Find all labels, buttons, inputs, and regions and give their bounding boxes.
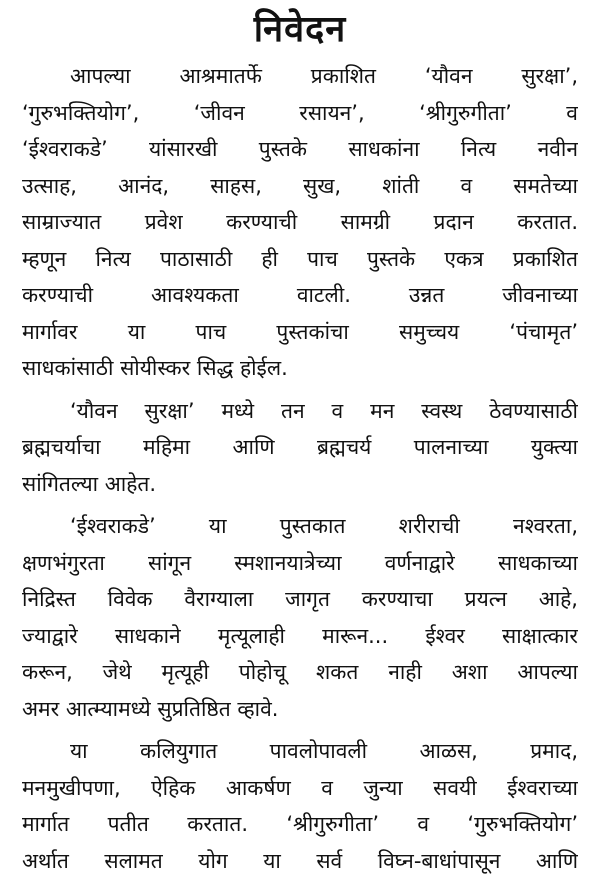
paragraph-1 — [22, 58, 578, 387]
paragraph-line: ‘ईश्वराकडे’ या पुस्तकात शरीराची नश्वरता, — [22, 508, 578, 545]
paragraph-line: क्षणभंगुरता सांगून स्मशानयात्रेच्या वर्णनाद्वारे साधकाच्या — [22, 545, 578, 582]
paragraph-line: म्हणून नित्य पाठासाठी ही पाच पुस्तके एकत्र प्रकाशित — [22, 241, 578, 278]
paragraph-line: करण्याची आवश्यकता वाटली. उन्नत जीवनाच्या — [22, 277, 578, 314]
paragraph-line: अर्थात सलामत योग या सर्व विघ्न-बाधांपासून आणि — [22, 843, 578, 879]
paragraph-line: सांगितल्या आहेत. — [22, 466, 578, 503]
paragraph-3 — [22, 508, 578, 727]
paragraph-line: अमर आत्म्यामध्ये सुप्रतिष्ठित व्हावे. — [22, 691, 578, 728]
page-title: निवेदन — [22, 6, 578, 56]
paragraph-line: ‘ईश्वराकडे’ यांसारखी पुस्तके साधकांना नित्य नवीन — [22, 131, 578, 168]
paragraph-line: ‘यौवन सुरक्षा’ मध्ये तन व मन स्वस्थ ठेवण्यासाठी — [22, 393, 578, 430]
paragraph-line: उत्साह, आनंद, साहस, सुख, शांती व समतेच्या — [22, 168, 578, 205]
paragraph-line: मार्गात पतीत करतात. ‘श्रीगुरुगीता’ व ‘गुरुभक्तियोग’ — [22, 806, 578, 843]
paragraph-line: करून, जेथे मृत्यूही पोहोचू शकत नाही अशा आपल्या — [22, 654, 578, 691]
paragraph-line: ज्याद्वारे साधकाने मृत्यूलाही मारून... ईश्वर साक्षात्कार — [22, 618, 578, 655]
paragraph-4 — [22, 733, 578, 879]
paragraph-line: मनमुखीपणा, ऐहिक आकर्षण व जुन्या सवयी ईश्वराच्या — [22, 770, 578, 807]
paragraph-line: साधकांसाठी सोयीस्कर सिद्ध होईल. — [22, 350, 578, 387]
paragraph-2 — [22, 393, 578, 503]
paragraph-line: साम्राज्यात प्रवेश करण्याची सामग्री प्रदान करतात. — [22, 204, 578, 241]
paragraph-line: निद्रिस्त विवेक वैराग्याला जागृत करण्याचा प्रयत्न आहे, — [22, 581, 578, 618]
paragraph-line: आपल्या आश्रमातर्फे प्रकाशित ‘यौवन सुरक्षा’, — [22, 58, 578, 95]
paragraph-line: ‘गुरुभक्तियोग’, ‘जीवन रसायन’, ‘श्रीगुरुगीता’ व — [22, 95, 578, 132]
paragraph-line: या कलियुगात पावलोपावली आळस, प्रमाद, — [22, 733, 578, 770]
paragraph-line: मार्गावर या पाच पुस्तकांचा समुच्चय ‘पंचामृत’ — [22, 314, 578, 351]
paragraph-line: ब्रह्मचर्याचा महिमा आणि ब्रह्मचर्य पालनाच्या युक्त्या — [22, 429, 578, 466]
